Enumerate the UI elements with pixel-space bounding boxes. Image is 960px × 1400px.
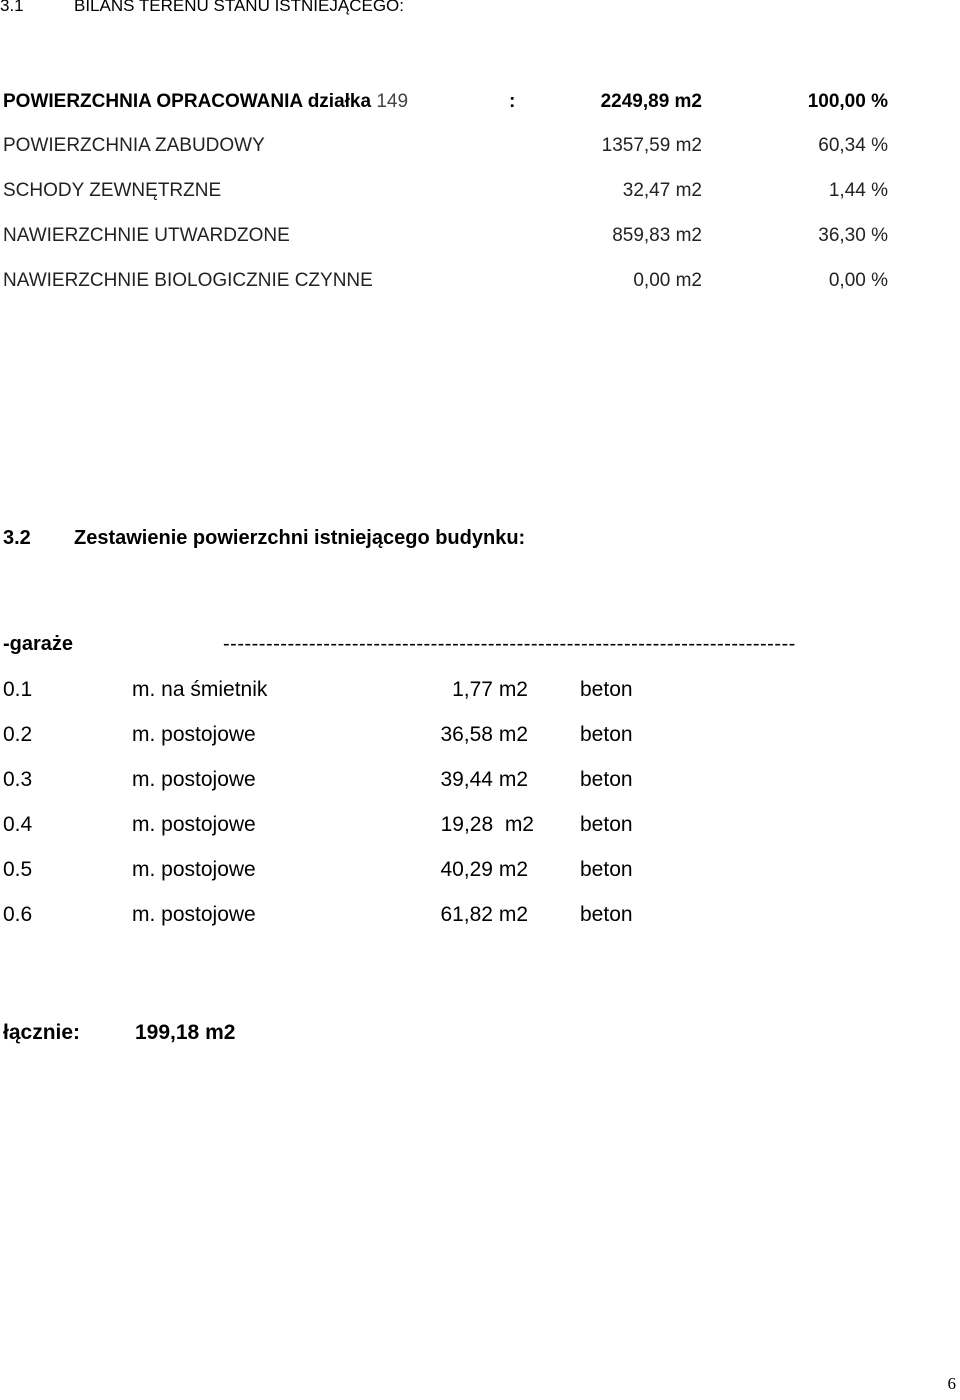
item-material: beton	[580, 768, 633, 791]
bilans-row-label: POWIERZCHNIA ZABUDOWY	[3, 135, 265, 156]
item-area: 36,58 m2	[440, 723, 528, 746]
bilans-row-area: 859,83 m2	[612, 225, 702, 246]
bilans-row-area: 1357,59 m2	[601, 135, 702, 156]
item-material: beton	[580, 723, 633, 746]
garaze-label: -garaże	[3, 633, 74, 655]
item-material: beton	[580, 858, 633, 881]
list-item	[0, 855, 700, 885]
section-title: BILANS TERENU STANU ISTNIEJĄCEGO:	[74, 0, 404, 15]
page-number: 6	[947, 1374, 956, 1393]
plot-number: 149	[376, 91, 409, 112]
bilans-row	[0, 132, 900, 160]
total-value: 199,18 m2	[135, 1021, 236, 1044]
section-title: Zestawienie powierzchni istniejącego budynku:	[74, 527, 526, 549]
item-area: 40,29 m2	[440, 858, 528, 881]
item-number: 0.6	[3, 903, 33, 926]
bilans-row	[0, 177, 900, 205]
section-number: 3.1	[0, 0, 24, 15]
item-description: m. postojowe	[132, 723, 256, 746]
item-description: m. postojowe	[132, 813, 256, 836]
list-item	[0, 720, 700, 750]
list-item	[0, 810, 700, 840]
bilans-row	[0, 222, 900, 250]
bilans-row-area: 0,00 m2	[633, 270, 702, 291]
bilans-row	[0, 267, 900, 295]
list-item	[0, 675, 700, 705]
bilans-row-percent: 1,44 %	[828, 180, 888, 201]
total-label: łącznie:	[3, 1021, 81, 1044]
list-item	[0, 765, 700, 795]
item-material: beton	[580, 813, 633, 836]
total-row	[3, 1018, 403, 1048]
bilans-row-label: NAWIERZCHNIE UTWARDZONE	[3, 225, 290, 246]
bilans-total-row	[0, 88, 900, 116]
section-number: 3.2	[3, 527, 31, 549]
item-description: m. postojowe	[132, 768, 256, 791]
item-material: beton	[580, 678, 633, 701]
item-number: 0.5	[3, 858, 33, 881]
item-area: 19,28 m2	[440, 813, 534, 836]
bilans-row-percent: 0,00 %	[828, 270, 888, 291]
bilans-row-label: SCHODY ZEWNĘTRZNE	[3, 180, 222, 201]
bilans-row-label: NAWIERZCHNIE BIOLOGICZNIE CZYNNE	[3, 270, 373, 291]
bilans-row-percent: 36,30 %	[818, 225, 888, 246]
section-heading-3-2	[3, 524, 703, 552]
item-area: 1,77 m2	[452, 678, 528, 701]
item-description: m. na śmietnik	[132, 678, 268, 701]
item-material: beton	[580, 903, 633, 926]
dashed-separator: --------------------------------------------------------------------------------	[223, 633, 796, 655]
item-number: 0.4	[3, 813, 33, 836]
bilans-row-percent: 60,34 %	[818, 135, 888, 156]
item-number: 0.2	[3, 723, 33, 746]
bilans-colon: :	[509, 91, 516, 112]
item-area: 61,82 m2	[440, 903, 528, 926]
item-description: m. postojowe	[132, 858, 256, 881]
item-area: 39,44 m2	[440, 768, 528, 791]
section-heading-3-1	[0, 0, 600, 16]
item-description: m. postojowe	[132, 903, 256, 926]
list-item	[0, 900, 700, 930]
bilans-total-percent: 100,00 %	[807, 91, 888, 112]
item-number: 0.3	[3, 768, 33, 791]
bilans-row-area: 32,47 m2	[622, 180, 702, 201]
bilans-total-area: 2249,89 m2	[600, 91, 702, 112]
item-number: 0.1	[3, 678, 33, 701]
bilans-total-label: POWIERZCHNIA OPRACOWANIA działka 149	[3, 91, 409, 112]
